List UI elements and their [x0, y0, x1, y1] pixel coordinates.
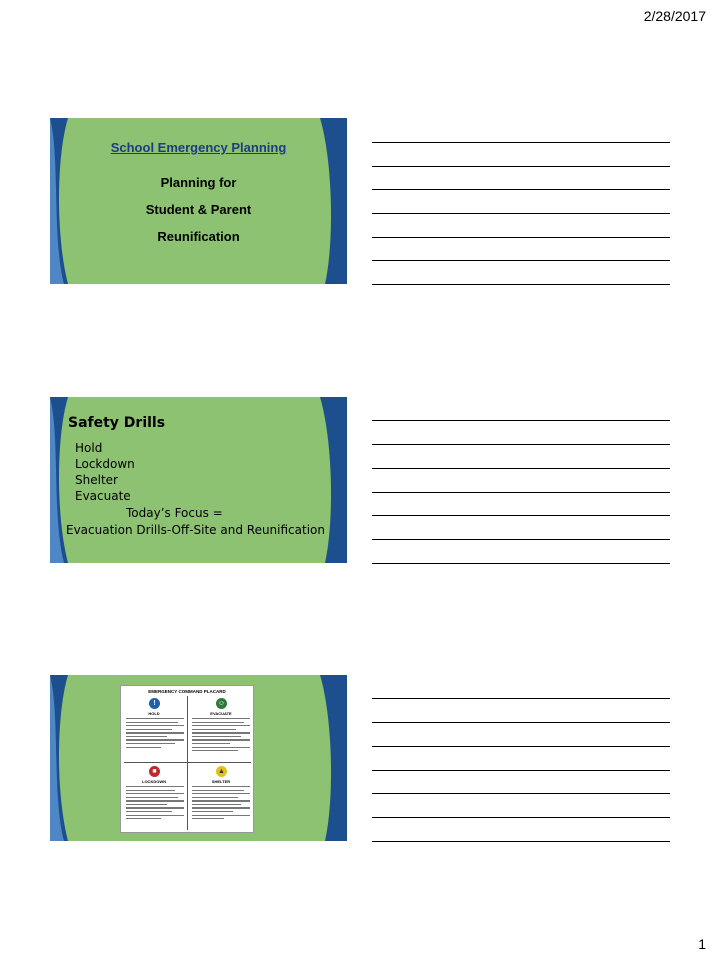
slide-2-thumbnail[interactable]: [50, 397, 347, 563]
slide-1-thumbnail[interactable]: [50, 118, 347, 284]
note-line: [372, 539, 670, 540]
note-line: [372, 515, 670, 516]
placard-divider-horizontal: [124, 762, 251, 763]
note-line: [372, 722, 670, 723]
note-line: [372, 189, 670, 190]
slide-2-item-hold: Hold: [75, 441, 103, 455]
people-icon: ☺: [217, 700, 226, 707]
placard-label-hold: HOLD: [148, 711, 160, 716]
note-line: [372, 213, 670, 214]
placard-lockdown-text: [126, 786, 184, 822]
placard-divider-vertical: [187, 696, 188, 830]
exclamation-icon: !: [149, 698, 160, 709]
placard-title: EMERGENCY COMMAND PLACARD: [148, 689, 226, 694]
slide-1-line-2: Student & Parent: [145, 202, 252, 217]
note-line: [372, 142, 670, 143]
note-line: [372, 770, 670, 771]
page-date: 2/28/2017: [643, 8, 706, 24]
placard-shelter-text: [192, 786, 250, 822]
note-line: [372, 420, 670, 421]
note-line: [372, 260, 670, 261]
slide-1-line-1: Planning for: [160, 175, 237, 190]
note-line: [372, 284, 670, 285]
lock-icon: ■: [149, 766, 160, 777]
slide-2-focus-text: Evacuation Drills-Off-Site and Reunification: [66, 523, 325, 537]
note-line: [372, 468, 670, 469]
placard-hold-text: [126, 718, 184, 750]
placard-evacuate-text: [192, 718, 250, 754]
slide-3-thumbnail[interactable]: [50, 675, 347, 841]
note-line: [372, 841, 670, 842]
placard-label-lockdown: LOCKDOWN: [142, 779, 166, 784]
page-number: 1: [698, 936, 706, 952]
slide-1-line-3: Reunification: [157, 229, 240, 244]
placard-label-shelter: SHELTER: [211, 779, 231, 784]
note-line: [372, 237, 670, 238]
note-line: [372, 492, 670, 493]
note-line: [372, 444, 670, 445]
note-line: [372, 793, 670, 794]
note-line: [372, 817, 670, 818]
placard-label-evacuate: EVACUATE: [210, 711, 232, 716]
slide-1-title: School Emergency Planning: [110, 140, 287, 155]
emergency-command-placard-image: [120, 685, 254, 833]
note-line: [372, 563, 670, 564]
slide-2-item-evacuate: Evacuate: [75, 489, 131, 503]
note-line: [372, 698, 670, 699]
slide-2-item-shelter: Shelter: [75, 473, 118, 487]
slide-2-item-lockdown: Lockdown: [75, 457, 135, 471]
shelter-icon: ▲: [216, 766, 227, 777]
note-line: [372, 746, 670, 747]
slide-2-title: Safety Drills: [68, 415, 166, 431]
note-line: [372, 166, 670, 167]
slide-2-focus-label: Today’s Focus =: [126, 506, 223, 520]
